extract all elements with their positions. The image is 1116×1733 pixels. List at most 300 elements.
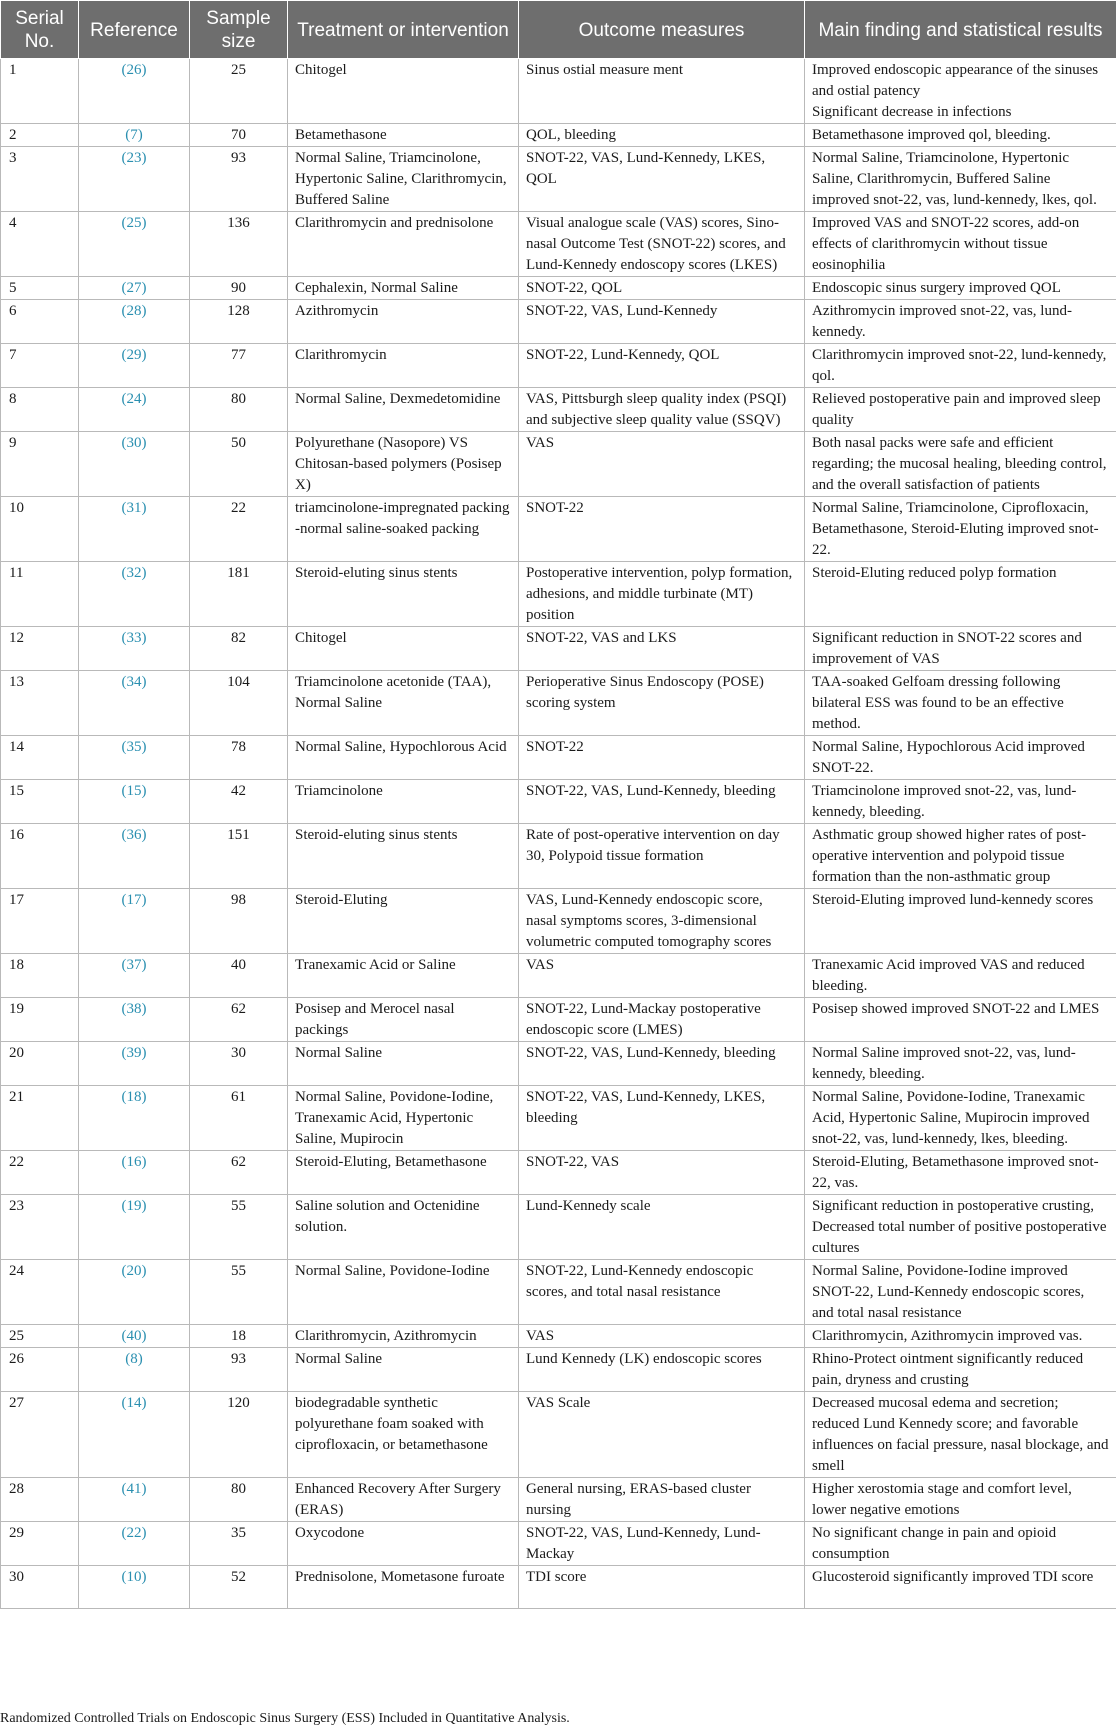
- outcome-cell: Lund Kennedy (LK) endoscopic scores: [519, 1348, 805, 1392]
- serial-cell: 15: [1, 780, 79, 824]
- reference-open-paren: (: [121, 827, 127, 843]
- treatment-cell: Oxycodone: [288, 1522, 519, 1566]
- finding-cell: [805, 562, 1116, 627]
- reference-link[interactable]: 34: [126, 674, 142, 690]
- reference-cell: [79, 627, 190, 671]
- reference-close-paren: ): [141, 215, 147, 231]
- reference-link[interactable]: 28: [126, 303, 142, 319]
- reference-cell: [79, 300, 190, 344]
- finding-cell: [805, 59, 1116, 124]
- outcome-cell: Rate of post-operative intervention on day 30, Polypoid tissue formation: [519, 824, 805, 889]
- treatment-cell: Normal Saline, Triamcinolone, Hypertonic Saline, Clarithromycin, Buffered Saline: [288, 147, 519, 212]
- reference-close-paren: ): [141, 1001, 147, 1017]
- treatment-cell: [288, 497, 519, 562]
- serial-cell: 14: [1, 736, 79, 780]
- outcome-cell: SNOT-22, VAS, Lund-Kennedy, Lund-Mackay: [519, 1522, 805, 1566]
- reference-cell: [79, 1151, 190, 1195]
- treatment-cell: Chitogel: [288, 59, 519, 124]
- reference-link[interactable]: 30: [126, 435, 142, 451]
- reference-link[interactable]: 24: [126, 391, 142, 407]
- reference-link[interactable]: 27: [126, 280, 142, 296]
- treatment-cell: Triamcinolone: [288, 780, 519, 824]
- table-row: [1, 1042, 1116, 1086]
- reference-close-paren: ): [141, 280, 147, 296]
- reference-close-paren: ): [141, 892, 147, 908]
- reference-cell: [79, 344, 190, 388]
- serial-cell: 29: [1, 1522, 79, 1566]
- outcome-cell: QOL, bleeding: [519, 124, 805, 147]
- reference-cell: [79, 824, 190, 889]
- serial-cell: 16: [1, 824, 79, 889]
- reference-open-paren: (: [121, 150, 127, 166]
- reference-link[interactable]: 18: [126, 1089, 142, 1105]
- reference-open-paren: (: [121, 62, 127, 78]
- header-serial-no: Serial No.: [1, 1, 79, 59]
- table-row: [1, 432, 1116, 497]
- reference-cell: [79, 1566, 190, 1609]
- serial-cell: 10: [1, 497, 79, 562]
- treatment-cell: Clarithromycin: [288, 344, 519, 388]
- serial-cell: 20: [1, 1042, 79, 1086]
- outcome-cell: SNOT-22, VAS, Lund-Kennedy, bleeding: [519, 1042, 805, 1086]
- serial-cell: 13: [1, 671, 79, 736]
- treatment-line: triamcinolone-impregnated packing: [295, 500, 510, 516]
- sample-size-cell: 78: [190, 736, 288, 780]
- serial-cell: 4: [1, 212, 79, 277]
- sample-size-cell: 80: [190, 1478, 288, 1522]
- finding-line: Azithromycin improved snot-22, vas, lund-kennedy.: [812, 303, 1072, 340]
- reference-link[interactable]: 35: [126, 739, 142, 755]
- sample-size-cell: 35: [190, 1522, 288, 1566]
- treatment-cell: Steroid-eluting sinus stents: [288, 824, 519, 889]
- finding-line: Normal Saline, Triamcinolone, Hypertonic Saline, Clarithromycin, Buffered Saline improved snot-22, vas, lund-kennedy, lkes, qol.: [812, 150, 1097, 208]
- finding-line: Asthmatic group showed higher rates of post-operative intervention and polypoid tissue formation than the non-asthmatic group: [812, 827, 1087, 885]
- reference-link[interactable]: 31: [126, 500, 142, 516]
- outcome-cell: VAS: [519, 954, 805, 998]
- sample-size-cell: 120: [190, 1392, 288, 1478]
- finding-cell: [805, 889, 1116, 954]
- outcome-cell: Postoperative intervention, polyp formation, adhesions, and middle turbinate (MT) position: [519, 562, 805, 627]
- reference-cell: [79, 889, 190, 954]
- reference-open-paren: (: [121, 303, 127, 319]
- reference-link[interactable]: 25: [126, 215, 142, 231]
- reference-close-paren: ): [141, 303, 147, 319]
- treatment-line: -normal saline-soaked packing: [295, 521, 480, 537]
- treatment-cell: Cephalexin, Normal Saline: [288, 277, 519, 300]
- reference-open-paren: (: [121, 1328, 127, 1344]
- reference-close-paren: ): [137, 1351, 143, 1367]
- reference-close-paren: ): [141, 739, 147, 755]
- serial-cell: 3: [1, 147, 79, 212]
- reference-close-paren: ): [141, 1198, 147, 1214]
- outcome-cell: SNOT-22, Lund-Kennedy, QOL: [519, 344, 805, 388]
- reference-open-paren: (: [125, 1351, 131, 1367]
- sample-size-cell: 55: [190, 1195, 288, 1260]
- sample-size-cell: 40: [190, 954, 288, 998]
- reference-open-paren: (: [121, 280, 127, 296]
- reference-close-paren: ): [141, 1525, 147, 1541]
- reference-link[interactable]: 39: [126, 1045, 142, 1061]
- serial-cell: 18: [1, 954, 79, 998]
- serial-cell: 30: [1, 1566, 79, 1609]
- header-treatment: Treatment or intervention: [288, 1, 519, 59]
- finding-line: Clarithromycin improved snot-22, lund-kennedy, qol.: [812, 347, 1107, 384]
- serial-cell: 2: [1, 124, 79, 147]
- treatment-cell: Posisep and Merocel nasal packings: [288, 998, 519, 1042]
- finding-line: Significant decrease in infections: [812, 104, 1012, 120]
- finding-line: Significant reduction in postoperative crusting, Decreased total number of positive postoperative cultures: [812, 1198, 1107, 1256]
- finding-line: Relieved postoperative pain and improved sleep quality: [812, 391, 1101, 428]
- reference-link[interactable]: 36: [126, 827, 142, 843]
- sample-size-cell: 93: [190, 1348, 288, 1392]
- serial-cell: 8: [1, 388, 79, 432]
- treatment-cell: Normal Saline, Dexmedetomidine: [288, 388, 519, 432]
- reference-link[interactable]: 40: [126, 1328, 142, 1344]
- table-row: [1, 388, 1116, 432]
- reference-close-paren: ): [141, 957, 147, 973]
- finding-line: Posisep showed improved SNOT-22 and LMES: [812, 1001, 1100, 1017]
- reference-link[interactable]: 29: [126, 347, 142, 363]
- serial-cell: 27: [1, 1392, 79, 1478]
- header-main-finding: Main finding and statistical results: [805, 1, 1116, 59]
- table-row: [1, 1566, 1116, 1609]
- reference-link[interactable]: 22: [126, 1525, 142, 1541]
- table-row: [1, 824, 1116, 889]
- reference-close-paren: ): [141, 827, 147, 843]
- finding-line: Decreased mucosal edema and secretion; reduced Lund Kennedy score; and favorable influences on facial pressure, nasal blockage, and smell: [812, 1395, 1109, 1474]
- treatment-cell: Azithromycin: [288, 300, 519, 344]
- table-row: [1, 562, 1116, 627]
- treatment-cell: biodegradable synthetic polyurethane foam soaked with ciprofloxacin, or betamethasone: [288, 1392, 519, 1478]
- reference-link[interactable]: 33: [126, 630, 142, 646]
- outcome-cell: Perioperative Sinus Endoscopy (POSE) scoring system: [519, 671, 805, 736]
- serial-cell: 28: [1, 1478, 79, 1522]
- table-row: [1, 344, 1116, 388]
- table-row: [1, 1392, 1116, 1478]
- reference-open-paren: (: [121, 783, 127, 799]
- finding-line: Rhino-Protect ointment significantly reduced pain, dryness and crusting: [812, 1351, 1084, 1388]
- treatment-cell: Prednisolone, Mometasone furoate: [288, 1566, 519, 1609]
- treatment-cell: Normal Saline, Povidone-Iodine: [288, 1260, 519, 1325]
- sample-size-cell: 104: [190, 671, 288, 736]
- serial-cell: 26: [1, 1348, 79, 1392]
- finding-line: Normal Saline, Povidone-Iodine, Tranexamic Acid, Hypertonic Saline, Mupirocin improved snot-22, vas, lund-kennedy, lkes, bleeding.: [812, 1089, 1090, 1147]
- serial-cell: 17: [1, 889, 79, 954]
- reference-close-paren: ): [141, 1395, 147, 1411]
- reference-link[interactable]: 8: [130, 1351, 138, 1367]
- sample-size-cell: 22: [190, 497, 288, 562]
- reference-open-paren: (: [121, 1154, 127, 1170]
- reference-link[interactable]: 15: [126, 783, 142, 799]
- sample-size-cell: 52: [190, 1566, 288, 1609]
- treatment-cell: Polyurethane (Nasopore) VS Chitosan-based polymers (Posisep X): [288, 432, 519, 497]
- reference-close-paren: ): [141, 783, 147, 799]
- reference-close-paren: ): [141, 347, 147, 363]
- sample-size-cell: 181: [190, 562, 288, 627]
- reference-open-paren: (: [121, 1001, 127, 1017]
- outcome-cell: VAS, Pittsburgh sleep quality index (PSQI) and subjective sleep quality value (SSQV): [519, 388, 805, 432]
- reference-cell: [79, 388, 190, 432]
- outcome-cell: SNOT-22, VAS, Lund-Kennedy, LKES, QOL: [519, 147, 805, 212]
- serial-cell: 24: [1, 1260, 79, 1325]
- serial-cell: 25: [1, 1325, 79, 1348]
- treatment-cell: Triamcinolone acetonide (TAA), Normal Saline: [288, 671, 519, 736]
- finding-cell: [805, 627, 1116, 671]
- reference-cell: [79, 1522, 190, 1566]
- treatment-cell: Saline solution and Octenidine solution.: [288, 1195, 519, 1260]
- finding-cell: [805, 1522, 1116, 1566]
- serial-cell: 23: [1, 1195, 79, 1260]
- finding-cell: [805, 671, 1116, 736]
- reference-link[interactable]: 14: [126, 1395, 142, 1411]
- table-body: [1, 59, 1116, 1609]
- reference-open-paren: (: [121, 1481, 127, 1497]
- reference-close-paren: ): [141, 630, 147, 646]
- header-outcome-measures: Outcome measures: [519, 1, 805, 59]
- reference-cell: [79, 998, 190, 1042]
- reference-cell: [79, 1392, 190, 1478]
- reference-open-paren: (: [121, 1395, 127, 1411]
- table-caption: Randomized Controlled Trials on Endoscopic Sinus Surgery (ESS) Included in Quantitative Analysis.: [0, 1711, 570, 1726]
- finding-cell: [805, 1151, 1116, 1195]
- sample-size-cell: 62: [190, 998, 288, 1042]
- outcome-cell: Visual analogue scale (VAS) scores, Sino-nasal Outcome Test (SNOT-22) scores, and Lund-Kennedy endoscopy scores (LKES): [519, 212, 805, 277]
- treatment-cell: Clarithromycin, Azithromycin: [288, 1325, 519, 1348]
- reference-close-paren: ): [141, 150, 147, 166]
- serial-cell: 19: [1, 998, 79, 1042]
- outcome-cell: VAS, Lund-Kennedy endoscopic score, nasal symptoms scores, 3-dimensional volumetric computed tomography scores: [519, 889, 805, 954]
- outcome-cell: VAS Scale: [519, 1392, 805, 1478]
- reference-open-paren: (: [121, 957, 127, 973]
- finding-line: Normal Saline, Triamcinolone, Ciprofloxacin, Betamethasone, Steroid-Eluting improved snot-22.: [812, 500, 1099, 558]
- reference-open-paren: (: [121, 674, 127, 690]
- reference-open-paren: (: [121, 1525, 127, 1541]
- treatment-cell: Steroid-Eluting: [288, 889, 519, 954]
- reference-link[interactable]: 19: [126, 1198, 142, 1214]
- outcome-cell: SNOT-22, VAS, Lund-Kennedy: [519, 300, 805, 344]
- finding-cell: [805, 1478, 1116, 1522]
- reference-close-paren: ): [141, 1154, 147, 1170]
- outcome-cell: General nursing, ERAS-based cluster nursing: [519, 1478, 805, 1522]
- reference-open-paren: (: [121, 215, 127, 231]
- finding-cell: [805, 998, 1116, 1042]
- finding-line: Endoscopic sinus surgery improved QOL: [812, 280, 1061, 296]
- finding-line: Normal Saline improved snot-22, vas, lund-kennedy, bleeding.: [812, 1045, 1076, 1082]
- sample-size-cell: 90: [190, 277, 288, 300]
- reference-cell: [79, 497, 190, 562]
- reference-open-paren: (: [121, 391, 127, 407]
- table-row: [1, 1086, 1116, 1151]
- table-row: [1, 736, 1116, 780]
- finding-line: No significant change in pain and opioid consumption: [812, 1525, 1057, 1562]
- sample-size-cell: 18: [190, 1325, 288, 1348]
- table-row: [1, 1325, 1116, 1348]
- reference-close-paren: ): [141, 1045, 147, 1061]
- reference-close-paren: ): [137, 127, 143, 143]
- finding-cell: [805, 344, 1116, 388]
- finding-cell: [805, 1260, 1116, 1325]
- serial-cell: 7: [1, 344, 79, 388]
- reference-link[interactable]: 10: [126, 1569, 142, 1585]
- reference-open-paren: (: [121, 1569, 127, 1585]
- outcome-cell: Sinus ostial measure ment: [519, 59, 805, 124]
- finding-line: Significant reduction in SNOT-22 scores and improvement of VAS: [812, 630, 1082, 667]
- outcome-cell: Lund-Kennedy scale: [519, 1195, 805, 1260]
- finding-line: Improved endoscopic appearance of the sinuses and ostial patency: [812, 62, 1099, 99]
- serial-cell: 6: [1, 300, 79, 344]
- table-row: [1, 998, 1116, 1042]
- treatment-cell: Enhanced Recovery After Surgery (ERAS): [288, 1478, 519, 1522]
- reference-link[interactable]: 26: [126, 62, 142, 78]
- finding-cell: [805, 1325, 1116, 1348]
- reference-link[interactable]: 37: [126, 957, 142, 973]
- reference-cell: [79, 432, 190, 497]
- sample-size-cell: 61: [190, 1086, 288, 1151]
- reference-close-paren: ): [141, 62, 147, 78]
- finding-line: Triamcinolone improved snot-22, vas, lund-kennedy, bleeding.: [812, 783, 1077, 820]
- sample-size-cell: 80: [190, 388, 288, 432]
- finding-line: TAA-soaked Gelfoam dressing following bilateral ESS was found to be an effective method.: [812, 674, 1064, 732]
- finding-cell: [805, 954, 1116, 998]
- reference-open-paren: (: [121, 1089, 127, 1105]
- finding-cell: [805, 432, 1116, 497]
- header-reference: Reference: [79, 1, 190, 59]
- reference-cell: [79, 1478, 190, 1522]
- treatment-cell: Normal Saline: [288, 1042, 519, 1086]
- reference-close-paren: ): [141, 1263, 147, 1279]
- table-row: [1, 671, 1116, 736]
- treatment-cell: Normal Saline, Hypochlorous Acid: [288, 736, 519, 780]
- outcome-cell: SNOT-22, QOL: [519, 277, 805, 300]
- reference-open-paren: (: [121, 1263, 127, 1279]
- finding-cell: [805, 1392, 1116, 1478]
- finding-cell: [805, 1195, 1116, 1260]
- finding-cell: [805, 212, 1116, 277]
- treatment-cell: Chitogel: [288, 627, 519, 671]
- finding-cell: [805, 388, 1116, 432]
- finding-cell: [805, 824, 1116, 889]
- reference-link[interactable]: 7: [130, 127, 138, 143]
- reference-link[interactable]: 32: [126, 565, 142, 581]
- reference-cell: [79, 147, 190, 212]
- finding-cell: [805, 1042, 1116, 1086]
- outcome-cell: SNOT-22, Lund-Mackay postoperative endoscopic score (LMES): [519, 998, 805, 1042]
- finding-line: Steroid-Eluting reduced polyp formation: [812, 565, 1057, 581]
- reference-cell: [79, 59, 190, 124]
- finding-line: Higher xerostomia stage and comfort level, lower negative emotions: [812, 1481, 1072, 1518]
- reference-link[interactable]: 23: [126, 150, 142, 166]
- treatment-cell: Normal Saline: [288, 1348, 519, 1392]
- finding-cell: [805, 124, 1116, 147]
- finding-line: Normal Saline, Povidone-Iodine improved SNOT-22, Lund-Kennedy endoscopic scores, and total nasal resistance: [812, 1263, 1085, 1321]
- outcome-cell: VAS: [519, 1325, 805, 1348]
- treatment-cell: Tranexamic Acid or Saline: [288, 954, 519, 998]
- outcome-cell: SNOT-22: [519, 736, 805, 780]
- serial-cell: 12: [1, 627, 79, 671]
- finding-line: Tranexamic Acid improved VAS and reduced bleeding.: [812, 957, 1085, 994]
- finding-line: Both nasal packs were safe and efficient regarding; the mucosal healing, bleeding control, and the overall satisfaction of patients: [812, 435, 1107, 493]
- reference-link[interactable]: 38: [126, 1001, 142, 1017]
- table-row: [1, 954, 1116, 998]
- reference-cell: [79, 736, 190, 780]
- outcome-cell: VAS: [519, 432, 805, 497]
- reference-link[interactable]: 17: [126, 892, 142, 908]
- sample-size-cell: 82: [190, 627, 288, 671]
- finding-line: Clarithromycin, Azithromycin improved vas.: [812, 1328, 1083, 1344]
- reference-cell: [79, 212, 190, 277]
- table-row: [1, 212, 1116, 277]
- finding-cell: [805, 1348, 1116, 1392]
- reference-link[interactable]: 20: [126, 1263, 142, 1279]
- finding-line: Betamethasone improved qol, bleeding.: [812, 127, 1051, 143]
- reference-close-paren: ): [141, 500, 147, 516]
- reference-cell: [79, 124, 190, 147]
- finding-cell: [805, 736, 1116, 780]
- reference-cell: [79, 1086, 190, 1151]
- reference-open-paren: (: [121, 892, 127, 908]
- outcome-cell: TDI score: [519, 1566, 805, 1609]
- serial-cell: 5: [1, 277, 79, 300]
- treatment-cell: Betamethasone: [288, 124, 519, 147]
- serial-cell: 1: [1, 59, 79, 124]
- reference-cell: [79, 954, 190, 998]
- reference-cell: [79, 1260, 190, 1325]
- table-row: [1, 1348, 1116, 1392]
- reference-open-paren: (: [121, 630, 127, 646]
- finding-line: Steroid-Eluting, Betamethasone improved snot-22, vas.: [812, 1154, 1099, 1191]
- finding-cell: [805, 497, 1116, 562]
- table-row: [1, 1260, 1116, 1325]
- sample-size-cell: 136: [190, 212, 288, 277]
- finding-cell: [805, 1086, 1116, 1151]
- reference-cell: [79, 780, 190, 824]
- treatment-cell: Steroid-eluting sinus stents: [288, 562, 519, 627]
- table-row: [1, 300, 1116, 344]
- serial-cell: 11: [1, 562, 79, 627]
- outcome-cell: SNOT-22, Lund-Kennedy endoscopic scores, and total nasal resistance: [519, 1260, 805, 1325]
- reference-link[interactable]: 41: [126, 1481, 142, 1497]
- treatment-cell: Normal Saline, Povidone-Iodine, Tranexamic Acid, Hypertonic Saline, Mupirocin: [288, 1086, 519, 1151]
- serial-cell: 22: [1, 1151, 79, 1195]
- reference-cell: [79, 1195, 190, 1260]
- sample-size-cell: 70: [190, 124, 288, 147]
- sample-size-cell: 98: [190, 889, 288, 954]
- reference-cell: [79, 277, 190, 300]
- reference-open-paren: (: [121, 500, 127, 516]
- reference-close-paren: ): [141, 565, 147, 581]
- finding-cell: [805, 277, 1116, 300]
- finding-cell: [805, 1566, 1116, 1609]
- sample-size-cell: 128: [190, 300, 288, 344]
- reference-close-paren: ): [141, 674, 147, 690]
- sample-size-cell: 77: [190, 344, 288, 388]
- reference-open-paren: (: [121, 1045, 127, 1061]
- outcome-cell: SNOT-22, VAS, Lund-Kennedy, LKES, bleeding: [519, 1086, 805, 1151]
- table-row: [1, 1151, 1116, 1195]
- reference-close-paren: ): [141, 435, 147, 451]
- treatment-cell: Clarithromycin and prednisolone: [288, 212, 519, 277]
- table-row: [1, 147, 1116, 212]
- reference-open-paren: (: [125, 127, 131, 143]
- reference-open-paren: (: [121, 1198, 127, 1214]
- table-row: [1, 889, 1116, 954]
- reference-open-paren: (: [121, 565, 127, 581]
- reference-close-paren: ): [141, 1569, 147, 1585]
- finding-line: Normal Saline, Hypochlorous Acid improved SNOT-22.: [812, 739, 1085, 776]
- reference-cell: [79, 1325, 190, 1348]
- reference-link[interactable]: 16: [126, 1154, 142, 1170]
- reference-cell: [79, 1042, 190, 1086]
